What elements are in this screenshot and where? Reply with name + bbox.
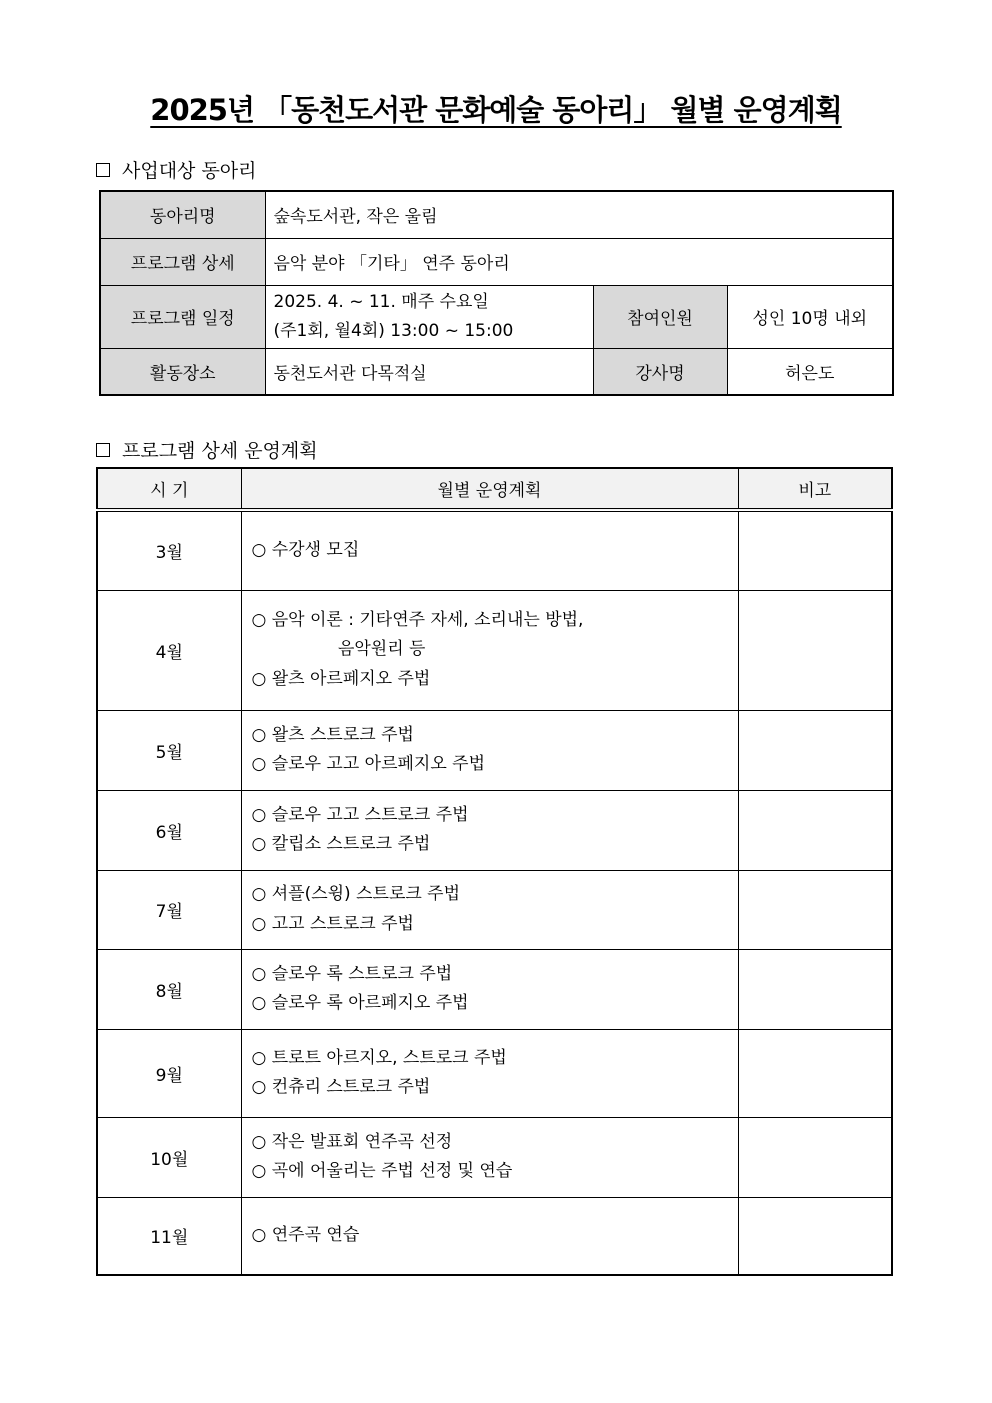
plan-cell [241,1029,738,1117]
instructor-label: 강사명 [593,348,727,395]
plan-cell [241,1117,738,1197]
note-cell [738,870,892,949]
table-row [97,1029,892,1117]
info-row-detail [100,238,893,285]
monthly-plan-table [96,467,893,1276]
note-cell [738,590,892,710]
square-bullet-icon [96,163,110,177]
plan-item: ○ 작은 발표회 연주곡 선정 [251,1131,453,1152]
plan-item: ○ 왈츠 아르페지오 주법 [251,668,431,689]
header-note: 비고 [738,468,892,510]
program-schedule-label: 프로그램 일정 [100,285,265,348]
table-row [97,1197,892,1275]
plan-item: ○ 음악 이론 : 기타연주 자세, 소리내는 방법, [251,609,584,630]
plan-item: ○ 고고 스트로크 주법 [251,913,414,934]
info-row-place [100,348,893,395]
plan-header-row [97,468,892,510]
month-cell: 9월 [97,1029,241,1117]
plan-cell [241,510,738,590]
program-detail-value: 음악 분야 「기타」 연주 동아리 [265,238,893,285]
table-row [97,510,892,590]
month-cell: 11월 [97,1197,241,1275]
plan-item: ○ 컨츄리 스트로크 주법 [251,1077,431,1097]
plan-item: ○ 셔플(스윙) 스트로크 주법 [251,884,461,904]
plan-item: ○ 슬로우 고고 스트로크 주법 [251,804,469,825]
month-cell: 5월 [97,710,241,790]
table-row [97,949,892,1029]
instructor-value: 허은도 [727,348,893,395]
plan-item: ○ 수강생 모집 [251,540,360,560]
page-title: 2025년 「동천도서관 문화예술 동아리」 월별 운영계획 [150,93,842,127]
plan-cell [241,710,738,790]
plan-item: ○ 슬로우 고고 아르페지오 주법 [251,754,486,774]
program-schedule-value [265,285,593,348]
plan-item: ○ 곡에 어울리는 주법 선정 및 연습 [251,1161,513,1181]
month-cell: 10월 [97,1117,241,1197]
plan-item: ○ 왈츠 스트로크 주법 [251,724,414,745]
club-info-table [99,190,894,396]
plan-cell [241,790,738,870]
note-cell [738,1197,892,1275]
table-row [97,1117,892,1197]
table-row [97,870,892,949]
plan-cell [241,870,738,949]
plan-item: ○ 슬로우 록 아르페지오 주법 [251,993,469,1013]
plan-item: ○ 연주곡 연습 [251,1225,360,1245]
place-label: 활동장소 [100,348,265,395]
plan-item: ○ 칼립소 스트로크 주법 [251,834,431,854]
program-detail-label: 프로그램 상세 [100,238,265,285]
note-cell [738,949,892,1029]
table-row [97,710,892,790]
plan-cell [241,590,738,710]
note-cell [738,1029,892,1117]
month-cell: 4월 [97,590,241,710]
note-cell [738,710,892,790]
info-row-schedule [100,285,893,348]
month-cell: 8월 [97,949,241,1029]
section-heading-plan: 프로그램 상세 운영계획 [96,436,318,463]
plan-cell [241,1197,738,1275]
plan-item: ○ 트로트 아르지오, 스트로크 주법 [251,1047,507,1068]
plan-cell [241,949,738,1029]
participants-label: 참여인원 [593,285,727,348]
schedule-line-2: (주1회, 월4회) 13:00 ~ 15:00 [273,320,514,341]
info-row-club [100,191,893,238]
table-row [97,590,892,710]
club-name-label: 동아리명 [100,191,265,238]
month-cell: 6월 [97,790,241,870]
participants-value: 성인 10명 내외 [727,285,893,348]
plan-item: 음악원리 등 [251,639,426,660]
table-row [97,790,892,870]
month-cell: 7월 [97,870,241,949]
square-bullet-icon [96,443,110,457]
month-cell: 3월 [97,510,241,590]
section-heading-club: 사업대상 동아리 [96,156,257,183]
header-period: 시 기 [97,468,241,510]
club-name-value: 숲속도서관, 작은 울림 [265,191,893,238]
note-cell [738,790,892,870]
note-cell [738,1117,892,1197]
header-plan: 월별 운영계획 [241,468,738,510]
place-value: 동천도서관 다목적실 [265,348,593,395]
note-cell [738,510,892,590]
schedule-line-1: 2025. 4. ~ 11. 매주 수요일 [273,291,489,312]
plan-item: ○ 슬로우 록 스트로크 주법 [251,963,453,984]
